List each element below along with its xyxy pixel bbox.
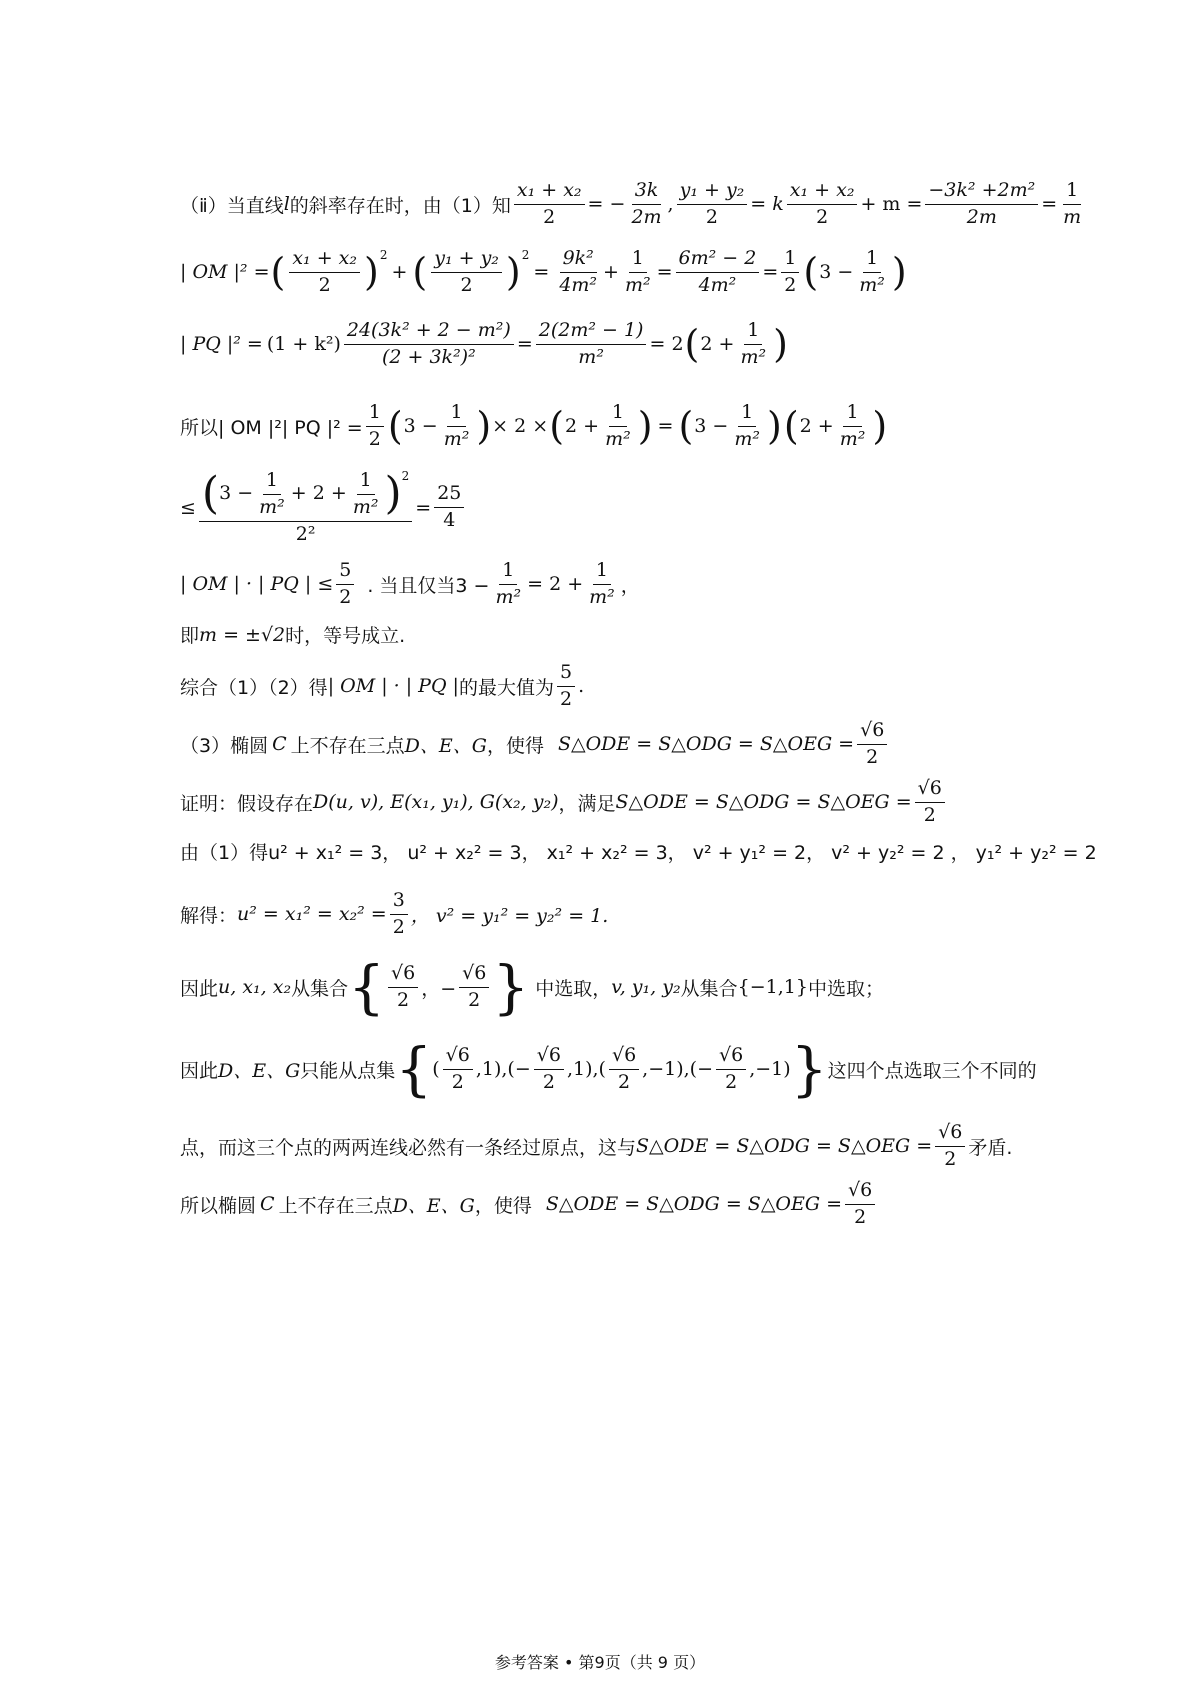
fraction: $\frac{1}{\text{m²}}$ (734, 401, 760, 450)
math: | OM | · | PQ | ≤ (180, 573, 334, 596)
fraction: $\frac{√6}{2}$ (716, 1045, 746, 1094)
fraction: $\frac{\text{x₁ + x₂}}{2}$ (289, 248, 360, 297)
math: D、E、G (218, 1059, 301, 1082)
math: = 2 (649, 333, 684, 356)
math: 2 + (565, 415, 600, 438)
math: = (1041, 193, 1058, 216)
line-8 (180, 662, 584, 711)
text: 上不存在三点 (290, 734, 405, 757)
math: ≤ (180, 496, 196, 519)
text: ，满足 (558, 792, 616, 815)
math: C (272, 733, 287, 756)
math: ,1),(− (475, 1058, 531, 1080)
fraction: $\frac{3}{2}$ (390, 890, 408, 939)
fraction: $\frac{√6}{2}$ (388, 963, 418, 1012)
fraction: $\frac{5}{2}$ (557, 662, 575, 711)
fraction: $\frac{1}{m}$ (1063, 179, 1082, 228)
text: 从集合 (291, 977, 349, 1000)
text: 中选取； (807, 977, 884, 1000)
math: = (657, 415, 674, 438)
fraction: $\frac{\text{24(3k² + 2 − m²)}}{\text{(2 + 3k²)²}}$ (344, 320, 514, 369)
fraction: $\frac{√6}{2}$ (534, 1045, 564, 1094)
line-3: | PQ |² = (1 + k²) $\frac{\text{24(3k² + 2 − m²)}}{\text{(2 + 3k²)²}}$ = $\frac{\text{2(2m² − 1)}}{\text{m²}}$ = 2 ( 2 + $\frac{1}{\text{m²}}$ ) (180, 319, 788, 368)
math: + (603, 261, 619, 284)
line-11 (180, 838, 1097, 865)
text: 点，而这三个点的两两连线必然有一条经过原点，这与 (180, 1136, 637, 1159)
math: = 2 + (527, 573, 584, 596)
text: 时，等号成立. (285, 625, 406, 647)
text: 这四个点选取三个不同的 (827, 1059, 1037, 1082)
line-12 (180, 890, 608, 939)
text: . 当且仅当3 − (367, 574, 490, 597)
fraction: $\frac{\text{9k²}}{\text{4m²}}$ (559, 247, 598, 296)
text: 综合（1）（2）得 (180, 676, 328, 699)
fraction: $\frac{1}{\text{m²}}$ (495, 559, 522, 608)
text: . (578, 675, 585, 698)
fraction: $\frac{\text{2(2m² − 1)}}{\text{m²}}$ (536, 320, 647, 369)
text: 即 (180, 625, 200, 647)
text: 只能从点集 (300, 1059, 396, 1082)
fraction: $\frac{\text{x₁ + x₂}}{2}$ (514, 180, 585, 229)
text: ， (620, 574, 640, 597)
fraction: ( 3 − $\frac{1}{\text{m²}}$ + 2 + $\frac{1}{\text{m²}}$ ) $^2$ 2² (199, 470, 412, 546)
line-16 (180, 1180, 878, 1229)
math: = (516, 333, 533, 356)
line-4: 所以| OM |²| PQ |² = $\frac{1}{2}$ ( 3 − $\frac{1}{\text{m²}}$ ) × 2 × ( 2 + $\frac{1}{\text{m²}}$ ) = ( 3 − $\frac{1}{\text{m²}}$ ) ( 2 + $\frac{1}{\text{m²}}$ ) (180, 401, 888, 450)
line-5 (180, 470, 467, 546)
fraction: $\frac{1}{\text{m²}}$ (605, 401, 631, 450)
fraction: $\frac{1}{2}$ (781, 248, 799, 297)
fraction: $\frac{\text{y₁ + y₂}}{2}$ (431, 248, 502, 297)
line-15 (180, 1122, 1012, 1171)
math: | OM |² = (180, 261, 270, 284)
line-14: 因此 D、E、G 只能从点集 { ( $\frac{√6}{2}$ ,1),(− $\frac{√6}{2}$ ,1),( $\frac{√6}{2}$ ,−1),(− $\frac{√6}{2}$ ,−1) } 这四个点选取三个不同的 (180, 1035, 1037, 1103)
math: ， v² = y₁² = y₂² = 1. (410, 904, 609, 927)
fraction: $\frac{1}{\text{m²}}$ (589, 559, 615, 608)
math: = k (750, 193, 784, 216)
fraction: $\frac{√6}{2}$ (459, 963, 489, 1012)
fraction: $\frac{\text{y₁ + y₂}}{2}$ (677, 180, 748, 229)
text: （3）椭圆 (180, 734, 269, 757)
math: = (533, 261, 550, 284)
math: | PQ |² = (180, 333, 263, 356)
math: v, y₁, y₂ (611, 976, 681, 998)
math: 3 − (403, 415, 438, 438)
text: 解得： (180, 904, 238, 927)
fraction: $\frac{1}{\text{m²}}$ (740, 319, 767, 368)
math-var: l (283, 193, 290, 216)
fraction: $\frac{5}{2}$ (336, 560, 354, 609)
fraction: $\frac{1}{\text{m²}}$ (624, 247, 651, 296)
fraction: $\frac{3k}{2m}$ (631, 179, 662, 228)
exponent: 2 (379, 248, 388, 262)
text: 所以椭圆 (180, 1194, 257, 1217)
math: S△ODE = S△ODG = S△OEG = (545, 1193, 843, 1216)
page-footer: 参考答案 • 第9页（共 9 页） (494, 1653, 706, 1672)
math: 3 − (694, 415, 729, 438)
math: = − (587, 193, 626, 216)
text: ，使得 (486, 734, 544, 757)
math: ,−1),(− (642, 1058, 714, 1080)
math: = (656, 261, 673, 284)
math: ( (432, 1058, 440, 1080)
exponent: 2 (521, 248, 530, 262)
math: (1 + k²) (266, 333, 341, 356)
math: D(u, v), E(x₁, y₁), G(x₂, y₂) (313, 791, 559, 814)
fraction: $\frac{25}{4}$ (434, 483, 464, 532)
fraction: $\frac{1}{\text{m²}}$ (859, 247, 885, 296)
math: ,−1) (749, 1058, 791, 1080)
text: 的斜率存在时，由（1）知 (289, 194, 511, 217)
math: u, x₁, x₂ (218, 976, 292, 998)
text: 证明：假设存在 (180, 792, 314, 815)
math: {−1,1} (737, 976, 808, 998)
math: S△ODE = S△ODG = S△OEG = (557, 733, 855, 756)
fraction: $\frac{1}{\text{m²}}$ (443, 401, 470, 450)
fraction: $\frac{√6}{2}$ (935, 1122, 965, 1171)
line-13: 因此 u, x₁, x₂ 从集合 { $\frac{√6}{2}$ ，− $\frac{√6}{2}$ } 中选取， v, y₁, y₂ 从集合 {−1,1} 中选取； (180, 953, 884, 1021)
text: 因此 (180, 1059, 219, 1082)
math: + m = (860, 193, 923, 216)
math: + (391, 261, 408, 284)
line-1 (180, 180, 1087, 229)
math: S△ODE = S△ODG = S△OEG = (636, 1135, 933, 1158)
fraction: $\frac{√6}{2}$ (857, 720, 887, 769)
math: = (762, 261, 779, 284)
math: , (667, 193, 674, 216)
math: C (260, 1193, 275, 1216)
math: u² = x₁² = x₂² = (237, 903, 387, 926)
fraction: $\frac{√6}{2}$ (443, 1045, 473, 1094)
math: m = ±√2 (199, 623, 286, 646)
fraction: $\frac{\text{6m² − 2}}{\text{4m²}}$ (676, 248, 760, 297)
fraction: $\frac{1}{2}$ (366, 402, 384, 451)
text: ，使得 (474, 1194, 532, 1217)
text: 上不存在三点 (278, 1194, 393, 1217)
line-6 (180, 560, 640, 609)
math: 所以| OM |²| PQ |² = (180, 416, 363, 439)
text: （ⅱ）当直线 (180, 194, 284, 217)
text: 中选取， (535, 977, 612, 1000)
math: | OM | · | PQ | (327, 675, 459, 698)
fraction: $\frac{\text{−3k² +2m²}}{2m}$ (925, 180, 1038, 229)
math: ，− (421, 977, 457, 1000)
line-9 (180, 720, 890, 769)
text: 由（1）得u² + x₁² = 3， u² + x₂² = 3， x₁² + x₂² = 3， v² + y₁² = 2， v² + y₂² = 2 ， y₁² + y₂² = 2 (180, 842, 1097, 864)
text: 矛盾. (968, 1136, 1013, 1159)
text: 的最大值为 (458, 676, 554, 699)
math: D、E、G (404, 734, 487, 757)
fraction: $\frac{√6}{2}$ (609, 1045, 639, 1094)
line-7 (180, 621, 405, 648)
line-2: | OM |² = ( $\frac{\text{x₁ + x₂}}{2}$ ) $^2$ + ( $\frac{\text{y₁ + y₂}}{2}$ ) $^2$ = $\frac{\text{9k²}}{\text{4m²}}$ + $\frac{1}{\text{m²}}$ = $\frac{\text{6m² − 2}}{\text{4m²}}$ = $\frac{1}{2}$ ( 3 − $\frac{1}{\text{m²}}$ ) (180, 247, 907, 296)
math: = (415, 496, 432, 519)
text: 从集合 (680, 977, 738, 1000)
fraction: $\frac{√6}{2}$ (845, 1180, 875, 1229)
math: 2 + (799, 415, 834, 438)
math: S△ODE = S△ODG = S△OEG = (615, 791, 912, 814)
math: 3 − (819, 261, 854, 284)
fraction: $\frac{√6}{2}$ (915, 778, 945, 827)
math: × 2 × (492, 415, 549, 438)
text: 因此 (180, 977, 219, 1000)
line-10 (180, 778, 948, 827)
fraction: $\frac{1}{\text{m²}}$ (839, 401, 866, 450)
math: D、E、G (392, 1194, 475, 1217)
math: ,1),( (566, 1058, 606, 1080)
math: 2 + (700, 333, 735, 356)
fraction: $\frac{\text{x₁ + x₂}}{2}$ (787, 180, 858, 229)
